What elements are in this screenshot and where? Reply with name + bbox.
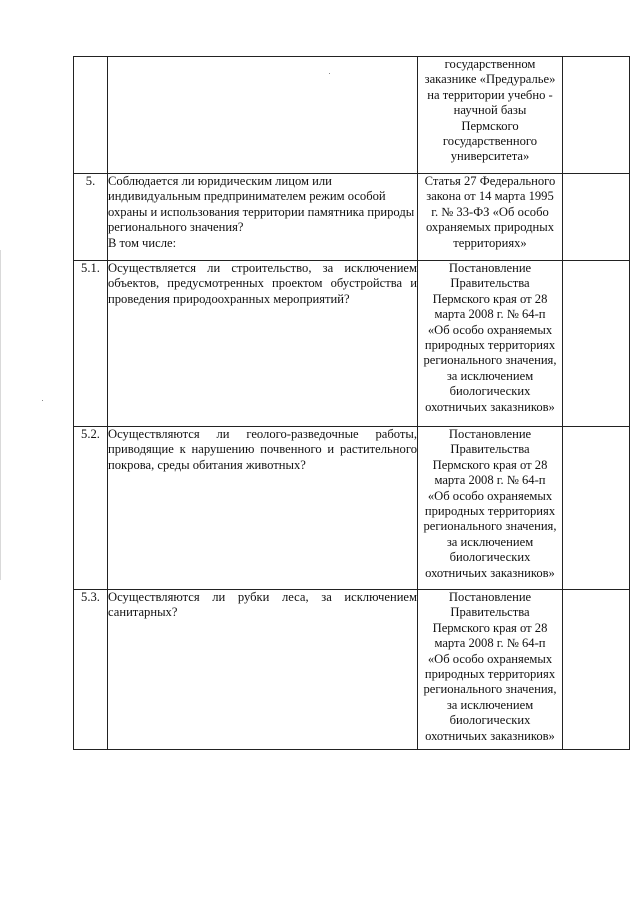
table-row [74,261,630,427]
row-number: 5.1. [74,261,108,427]
row-number: 5.3. [74,590,108,750]
table-row [74,427,630,590]
row-question: Соблюдается ли юридическим лицом или индивидуальным предпринимателем режим особой охраны и использования территории памятника природы регионального значения? В том числе: [108,174,418,261]
row-answer-cell [563,57,630,174]
row-number [74,57,108,174]
row-answer-cell [563,261,630,427]
row-question: Осуществляются ли рубки леса, за исключением санитарных? [108,590,418,750]
row-legal-basis: государственном заказнике «Предуралье» на территории учебно - научной базы Пермского государственного университета» [418,57,563,174]
table-row [74,57,630,174]
row-legal-basis: Постановление Правительства Пермского края от 28 марта 2008 г. № 64-п «Об особо охраняемых природных территориях регионального значения, за исключением биологических охотничьих заказников» [418,427,563,590]
row-question: Осуществляются ли геолого-разведочные работы, приводящие к нарушению почвенного и растительного покрова, среды обитания животных? [108,427,418,590]
table-row [74,590,630,750]
row-number: 5. [74,174,108,261]
checklist-table [73,56,630,750]
row-legal-basis: Постановление Правительства Пермского края от 28 марта 2008 г. № 64-п «Об особо охраняемых природных территориях регионального значения, за исключением биологических охотничьих заказников» [418,261,563,427]
row-answer-cell [563,427,630,590]
scan-edge-mark [0,250,1,580]
scan-speck [42,400,43,401]
row-answer-cell [563,590,630,750]
row-legal-basis: Статья 27 Федерального закона от 14 марта 1995 г. № 33-ФЗ «Об особо охраняемых природных территориях» [418,174,563,261]
row-number: 5.2. [74,427,108,590]
row-question: Осуществляется ли строительство, за исключением объектов, предусмотренных проектом обустройства и проведения природоохранных мероприятий? [108,261,418,427]
row-answer-cell [563,174,630,261]
row-question [108,57,418,174]
row-legal-basis: Постановление Правительства Пермского края от 28 марта 2008 г. № 64-п «Об особо охраняемых природных территориях регионального значения, за исключением биологических охотничьих заказников» [418,590,563,750]
table-row [74,174,630,261]
